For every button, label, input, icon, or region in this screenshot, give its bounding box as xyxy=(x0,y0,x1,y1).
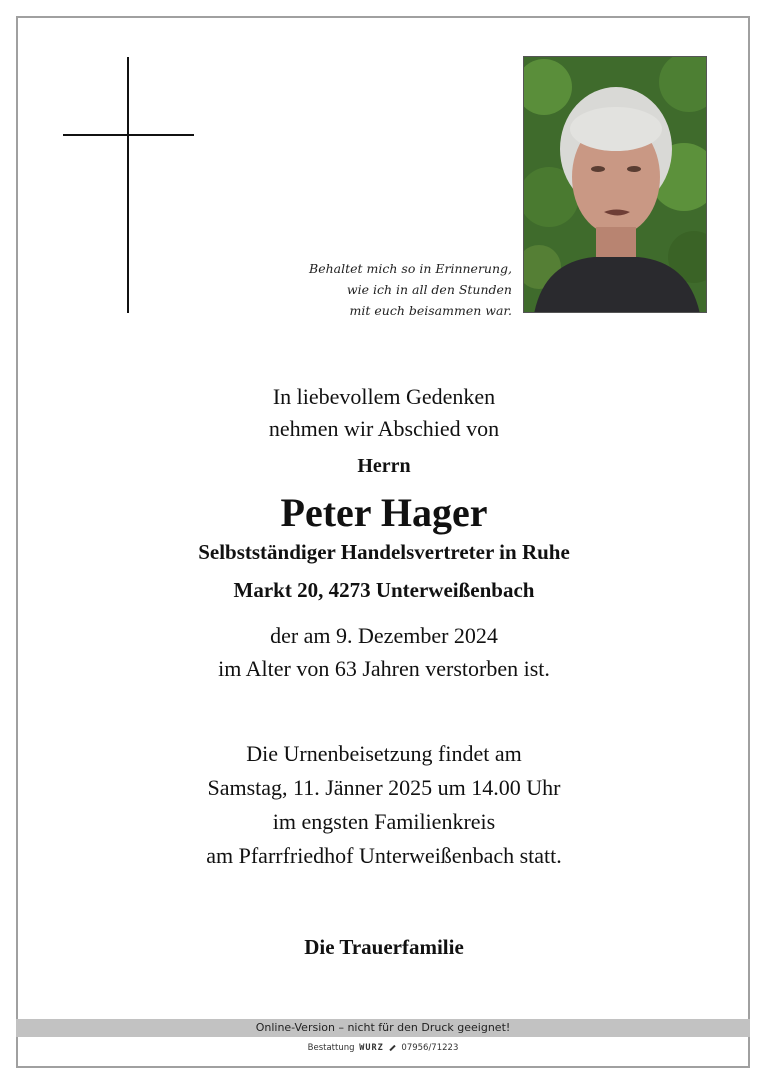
death-info xyxy=(0,619,768,685)
deceased-occupation: Selbstständiger Handelsvertreter in Ruhe xyxy=(198,540,570,564)
funeral-home-credit xyxy=(16,1040,750,1056)
funeral-home-phone: 07956/71223 xyxy=(401,1043,459,1053)
quote-line: wie ich in all den Stunden xyxy=(346,282,512,297)
cross-icon-bar xyxy=(63,134,194,136)
cross-icon xyxy=(127,57,129,313)
closing-signature: Die Trauerfamilie xyxy=(304,935,464,959)
credit-prefix: Bestattung xyxy=(307,1043,355,1053)
burial-line: am Pfarrfriedhof Unterweißenbach statt. xyxy=(206,843,562,868)
memorial-quote xyxy=(252,258,512,321)
portrait-photo xyxy=(523,56,707,313)
intro-line: nehmen wir Abschied von xyxy=(268,416,500,441)
burial-info xyxy=(0,737,768,873)
intro-text xyxy=(0,381,768,445)
burial-line: Die Urnenbeisetzung findet am xyxy=(246,741,522,766)
death-line: im Alter von 63 Jahren verstorben ist. xyxy=(218,656,550,681)
burial-line: im engsten Familienkreis xyxy=(272,809,496,834)
deceased-address: Markt 20, 4273 Unterweißenbach xyxy=(233,578,535,602)
deceased-name: Peter Hager xyxy=(280,490,488,535)
quote-line: Behaltet mich so in Erinnerung, xyxy=(309,261,512,276)
salutation: Herrn xyxy=(357,455,411,477)
logo-slash-icon xyxy=(389,1044,395,1050)
intro-line: In liebevollem Gedenken xyxy=(272,384,496,409)
online-version-notice: Online-Version – nicht für den Druck geeignet! xyxy=(16,1019,750,1037)
funeral-home-logo: WURZ xyxy=(359,1043,384,1053)
burial-line: Samstag, 11. Jänner 2025 um 14.00 Uhr xyxy=(207,775,561,800)
death-line: der am 9. Dezember 2024 xyxy=(270,623,498,648)
quote-line: mit euch beisammen war. xyxy=(349,303,512,318)
